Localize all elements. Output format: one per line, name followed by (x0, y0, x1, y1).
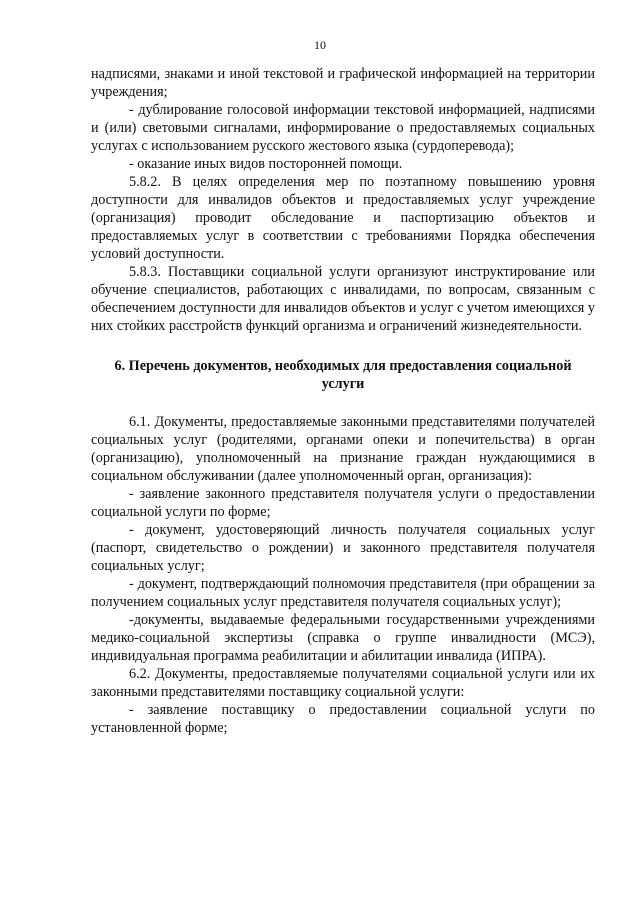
paragraph-5-8-3: 5.8.3. Поставщики социальной услуги организуют инструктирование или обучение специалистов, работающих с инвалидами, по вопросам, связанным с обеспечением доступности для инвалидов объектов и услуг с учетом имеющихся у них стойких расстройств функций организма и ограничений жизнедеятельности. (91, 264, 595, 334)
paragraph-continued: надписями, знаками и иной текстовой и графической информацией на территории учреждения; (91, 66, 595, 100)
list-item-provider-application: - заявление поставщику о предоставлении социальной услуги по установленной форме; (91, 702, 595, 736)
list-item-authority-document: - документ, подтверждающий полномочия представителя (при обращении за получением социальных услуг представителя получателя социальных услуг); (91, 576, 595, 610)
paragraph-6-2: 6.2. Документы, предоставляемые получателями социальной услуги или их законными представителями поставщику социальной услуги: (91, 666, 595, 700)
list-item-identity-document: - документ, удостоверяющий личность получателя социальных услуг (паспорт, свидетельство о рождении) и законного представителя получателя социальных услуг; (91, 522, 595, 574)
page-number: 10 (314, 38, 326, 52)
list-item-application: - заявление законного представителя получателя услуги о предоставлении социальной услуги по форме; (91, 486, 595, 520)
paragraph-5-8-2: 5.8.2. В целях определения мер по поэтапному повышению уровня доступности для инвалидов объектов и предоставляемых услуг учреждение (организация) проводит обследование и паспортизацию объектов и предоставляемых услуг в соответствии с требованиями Порядка обеспечения условий доступности. (91, 174, 595, 262)
section-heading-6: 6. Перечень документов, необходимых для предоставления социальной услуги (114, 358, 572, 392)
paragraph-6-1: 6.1. Документы, предоставляемые законными представителями получателей социальных услуг (родителями, органами опеки и попечительства) в орган (организацию), уполномоченный на признание граждан нуждающимися в социальном обслуживании (далее уполномоченный орган, организация): (91, 414, 595, 484)
list-item-mse-documents: -документы, выдаваемые федеральными государственными учреждениями медико-социальной экспертизы (справка о группе инвалидности (МСЭ), индивидуальная программа реабилитации и абилитации инвалида (ИПРА). (91, 612, 595, 664)
paragraph-duplication: - дублирование голосовой информации текстовой информацией, надписями и (или) световыми сигналами, информирование о предоставляемых социальных услугах с использованием русского жестового языка (сурдоперевода); (91, 102, 595, 154)
document-body (91, 65, 595, 737)
paragraph-other-help: - оказание иных видов посторонней помощи. (129, 156, 403, 172)
